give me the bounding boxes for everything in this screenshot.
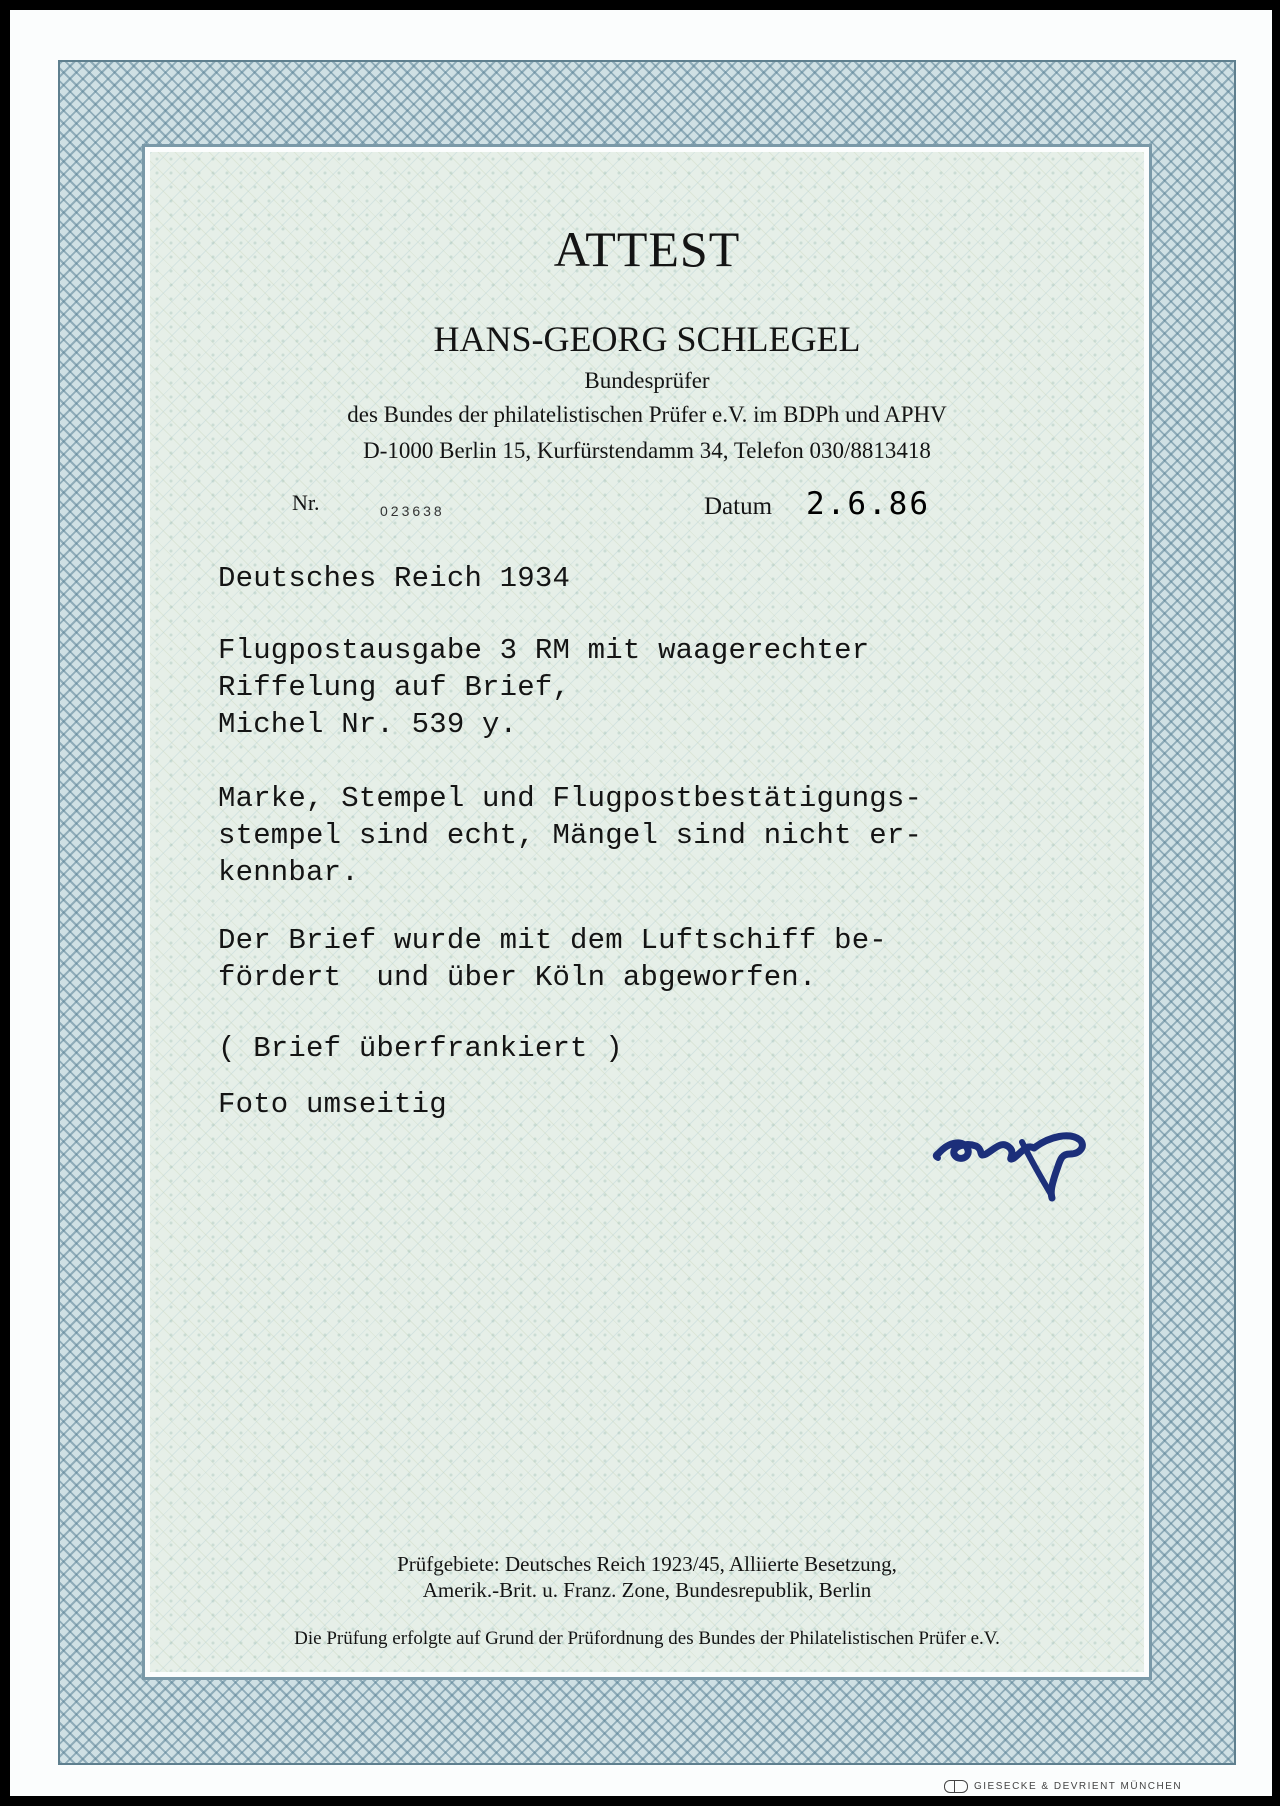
examination-rules-note: Die Prüfung erfolgte auf Grund der Prüfordnung des Bundes der Philatelistischen Prüfer e.V. — [294, 1628, 1000, 1649]
examination-areas-cont: Amerik.-Brit. u. Franz. Zone, Bundesrepublik, Berlin — [422, 1578, 872, 1602]
franking-note: ( Brief überfrankiert ) — [218, 1032, 623, 1065]
certificate-title: ATTEST — [553, 221, 741, 277]
examiner-role: Bundesprüfer — [584, 368, 710, 393]
certificate-page — [10, 10, 1272, 1796]
handwritten-signature — [910, 1092, 1100, 1202]
date-label: Datum — [704, 493, 773, 520]
examiner-association: des Bundes der philatelistischen Prüfer e.V. im BDPh und APHV — [347, 402, 947, 427]
printer-name: GIESECKE & DEVRIENT MÜNCHEN — [974, 1781, 1183, 1793]
photo-note: Foto umseitig — [218, 1088, 447, 1121]
certificate-body — [150, 152, 1144, 1672]
printer-logo-icon — [944, 1780, 968, 1793]
number-label: Nr. — [292, 490, 320, 515]
examination-areas: Prüfgebiete: Deutsches Reich 1923/45, Alliierte Besetzung, — [397, 1552, 897, 1576]
certificate-number: 023638 — [380, 503, 445, 519]
certificate-date: 2.6.86 — [806, 486, 930, 522]
authenticity-statement: Marke, Stempel und Flugpostbestätigungs- stempel sind echt, Mängel sind nicht er- kennbar. — [218, 782, 923, 889]
printer-mark — [944, 1780, 1182, 1793]
stamp-country-year: Deutsches Reich 1934 — [218, 562, 571, 595]
examiner-address: D-1000 Berlin 15, Kurfürstendamm 34, Telefon 030/8813418 — [363, 438, 931, 463]
stamp-description: Flugpostausgabe 3 RM mit waagerechter Riffelung auf Brief, Michel Nr. 539 y. — [218, 634, 870, 741]
examiner-name: HANS-GEORG SCHLEGEL — [433, 319, 861, 359]
transport-note: Der Brief wurde mit dem Luftschiff be- fördert und über Köln abgeworfen. — [218, 924, 887, 994]
